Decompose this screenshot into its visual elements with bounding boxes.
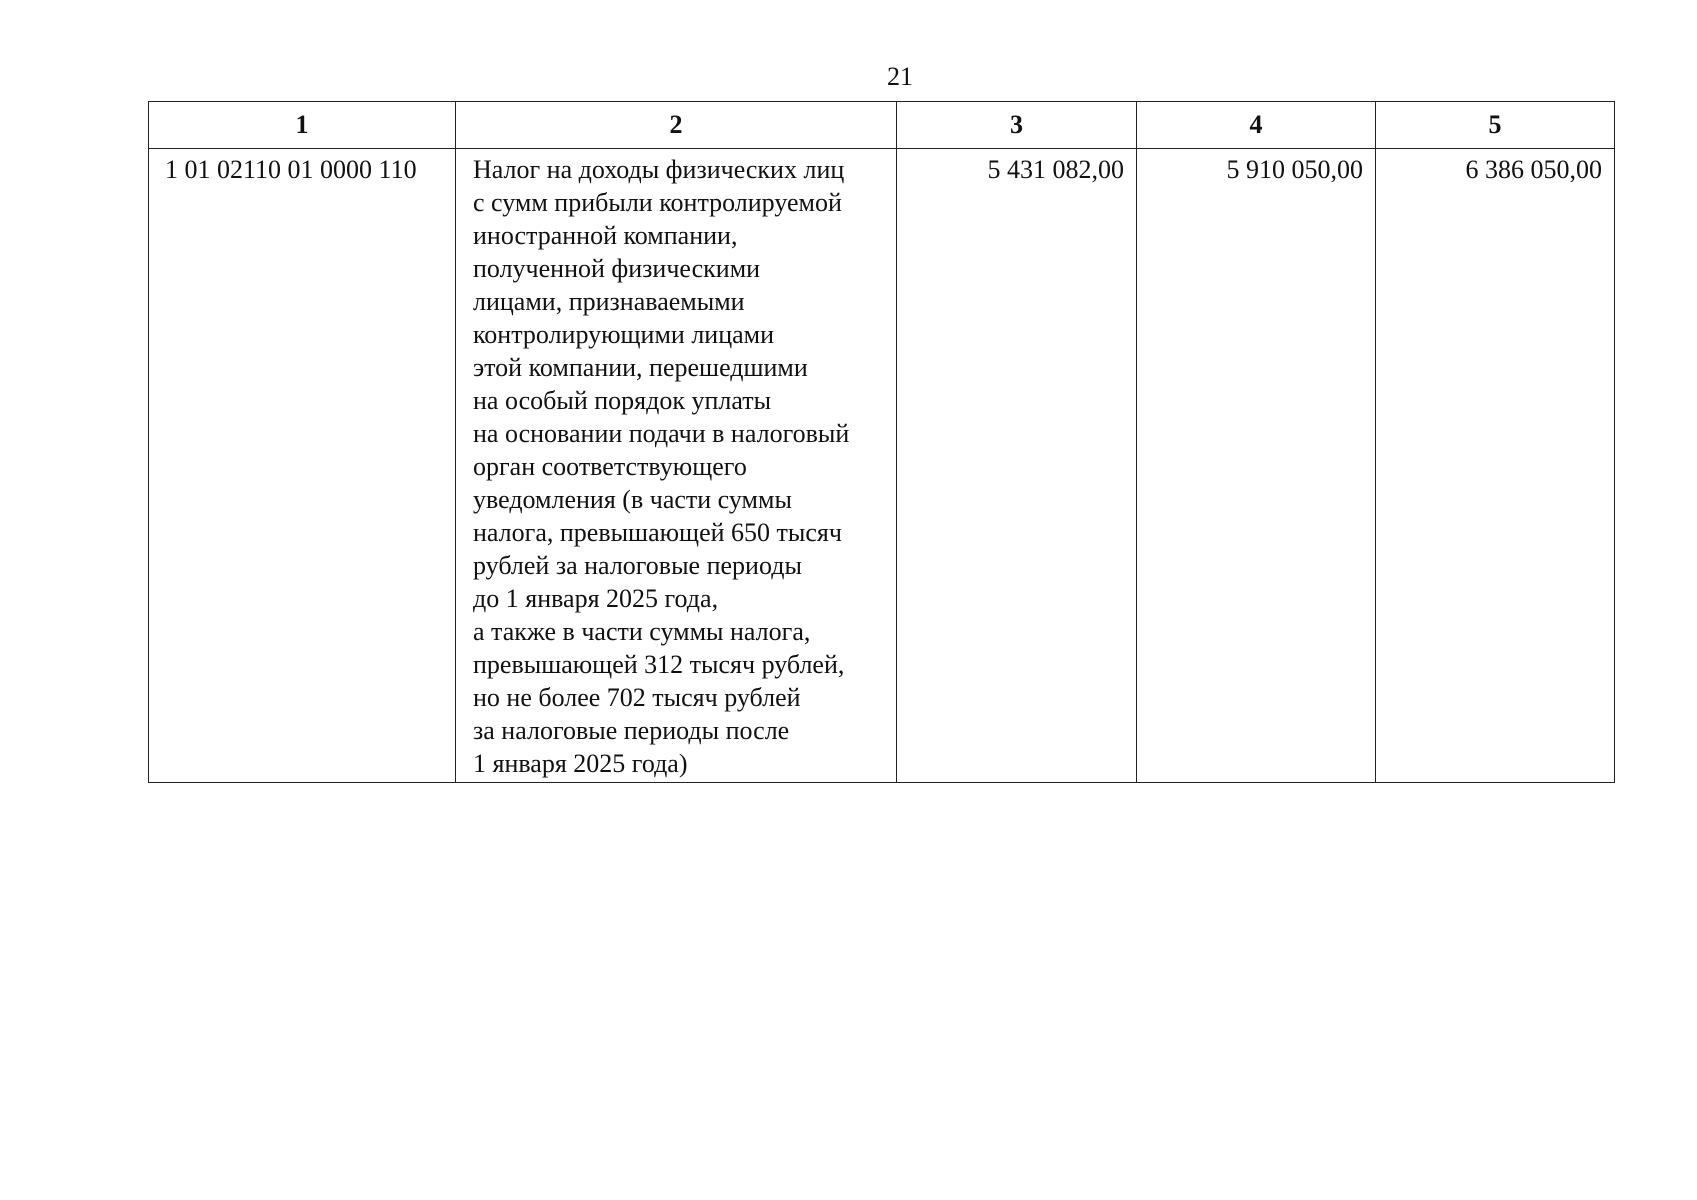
amount-cell-col4: 5 910 050,00 bbox=[1137, 149, 1376, 783]
income-name-line: до 1 января 2025 года, bbox=[473, 584, 719, 613]
income-name-line: иностранной компании, bbox=[473, 221, 738, 250]
income-name-line: налога, превышающей 650 тысяч bbox=[473, 518, 842, 547]
income-name-line: с сумм прибыли контролируемой bbox=[473, 188, 842, 217]
column-header-1: 1 bbox=[149, 102, 456, 149]
income-name-line: превышающей 312 тысяч рублей, bbox=[473, 650, 845, 679]
income-name-line: Налог на доходы физических лиц bbox=[473, 155, 845, 184]
amount-cell-col3: 5 431 082,00 bbox=[897, 149, 1137, 783]
budget-code-cell: 1 01 02110 01 0000 110 bbox=[149, 149, 456, 783]
income-name-line: за налоговые периоды после bbox=[473, 716, 790, 745]
income-name-line: на особый порядок уплаты bbox=[473, 386, 772, 415]
column-header-5: 5 bbox=[1376, 102, 1615, 149]
income-name-line: контролирующими лицами bbox=[473, 320, 775, 349]
income-name-line: но не более 702 тысяч рублей bbox=[473, 683, 801, 712]
income-name-line: этой компании, перешедшими bbox=[473, 353, 808, 382]
column-header-3: 3 bbox=[897, 102, 1137, 149]
income-name-line: лицами, признаваемыми bbox=[473, 287, 745, 316]
income-name-line: орган соответствующего bbox=[473, 452, 747, 481]
income-name-line: а также в части суммы налога, bbox=[473, 617, 811, 646]
table-row bbox=[149, 149, 1615, 783]
column-header-2: 2 bbox=[456, 102, 897, 149]
income-name-line: полученной физическими bbox=[473, 254, 761, 283]
page-number: 21 bbox=[887, 62, 913, 91]
table-header-row bbox=[149, 102, 1615, 149]
budget-table bbox=[148, 101, 1615, 783]
income-name-line: уведомления (в части суммы bbox=[473, 485, 792, 514]
income-name-line: на основании подачи в налоговый bbox=[473, 419, 850, 448]
column-header-4: 4 bbox=[1137, 102, 1376, 149]
income-name-cell bbox=[456, 149, 897, 783]
income-name-line: рублей за налоговые периоды bbox=[473, 551, 802, 580]
amount-cell-col5: 6 386 050,00 bbox=[1376, 149, 1615, 783]
income-name-line: 1 января 2025 года) bbox=[473, 749, 688, 778]
